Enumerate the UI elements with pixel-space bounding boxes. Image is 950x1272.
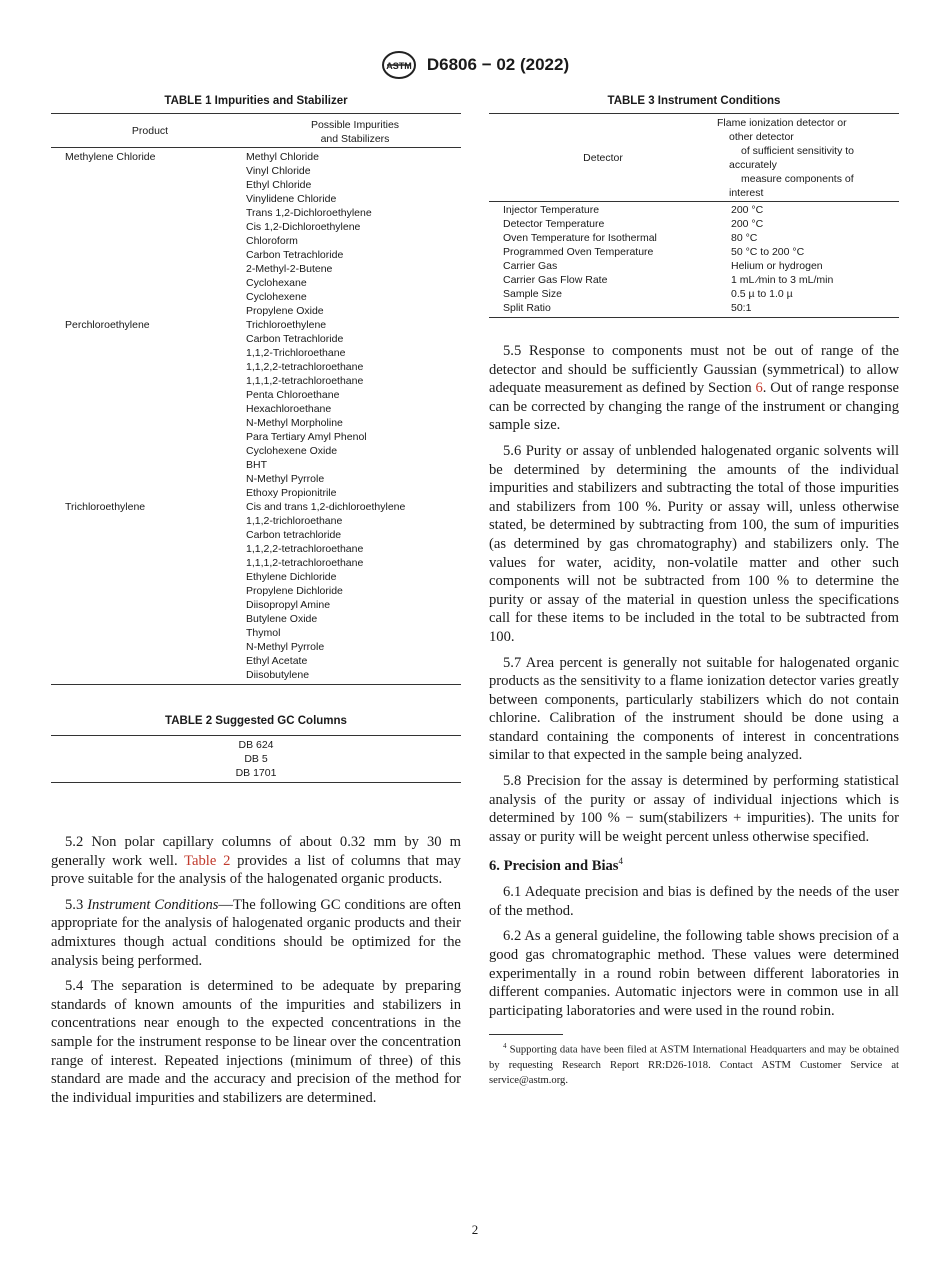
table1-impurity-item: Hexachloroethane	[246, 403, 332, 415]
section6-link[interactable]: 6	[755, 380, 763, 397]
table3-value-cell: 200 °C	[731, 218, 764, 230]
table3-detector-label: Detector	[583, 152, 623, 164]
table1-impurity-item: Propylene Dichloride	[246, 585, 343, 597]
table1-impurities-cell	[246, 500, 461, 682]
table1-impurity-item: Carbon tetrachloride	[246, 529, 342, 541]
table1-impurity-item: Cyclohexene	[246, 291, 307, 303]
table3-row	[489, 259, 899, 273]
paragraph-5-4: 5.4 The separation is determined to be adequate by preparing standards of known amounts of the impurities and stabilizers in concentrations near enough to the expected concentrations in the sample for the instrument response to be linear over the concentration range of interest. Repeated injections (minimum of three) of this standard are made and the accuracy and precision of the method for the individual impurities and stabilizers are determined.	[51, 978, 461, 1106]
table1-col-impurities-line2: and Stabilizers	[320, 132, 390, 145]
table1-impurity-item: Methyl Chloride	[246, 151, 319, 163]
footnote-divider	[489, 1034, 563, 1035]
table3-row	[489, 245, 899, 259]
footnote-ref: 4	[618, 856, 623, 867]
table3	[489, 113, 899, 318]
table1-impurity-item: Cis and trans 1,2-dichloroethylene	[246, 501, 406, 513]
table1-impurity-item: N-Methyl Morpholine	[246, 417, 343, 429]
table1-impurity-item: Ethylene Dichloride	[246, 571, 337, 583]
table1-impurity-item: 2-Methyl-2-Butene	[246, 263, 333, 275]
table1-impurity-item: 1,1,2,2-tetrachloroethane	[246, 361, 364, 373]
table1-product-cell: Perchloroethylene	[65, 319, 150, 331]
table1-impurity-item: Vinyl Chloride	[246, 165, 311, 177]
table3-param-cell: Split Ratio	[503, 302, 551, 314]
table3-value-cell: 1 mL ⁄min to 3 mL/min	[731, 274, 834, 286]
table1-impurity-item: Cyclohexene Oxide	[246, 445, 338, 457]
table1-col-impurities	[249, 116, 461, 146]
table3-param-cell: Oven Temperature for Isothermal	[503, 232, 657, 244]
table2-caption: TABLE 2 Suggested GC Columns	[165, 715, 347, 727]
table3-body	[489, 202, 899, 317]
table1-impurity-item: Trans 1,2-Dichloroethylene	[246, 207, 372, 219]
table1-impurity-item: BHT	[246, 459, 267, 471]
table3-value-cell: Helium or hydrogen	[731, 260, 823, 272]
text-span: . Out of range response can be corrected by changing the range of the instrument or changing sample size.	[489, 380, 899, 434]
table1-impurity-item: Carbon Tetrachloride	[246, 249, 344, 261]
footnote-marker: 4	[503, 1042, 507, 1051]
paragraph-5-6: 5.6 Purity or assay of unblended halogenated organic solvents will be determined by determining the amounts of the individual impurities and stabilizers and subtracting the total of those impurities and stabilizers from 100 %. Purity or assay will, unless otherwise stated, be determined by subtracting from 100, the sum of impurities (as determined by gas chromatography) and stabilizers only. The values for water, acidity, non-volatile matter and other such components will not be subtracted from 100 % to determine the purity or assay of the material in question unless the specifications call for these items to be included in the total to be subtracted from 100.	[489, 442, 899, 645]
table1-impurity-item: Ethoxy Propionitrile	[246, 487, 337, 499]
table1-impurities-cell	[246, 150, 461, 318]
table1-impurity-item: Carbon Tetrachloride	[246, 333, 344, 345]
table1-impurity-item: Vinylidene Chloride	[246, 193, 337, 205]
table1-impurity-item: 1,1,2,2-tetrachloroethane	[246, 543, 364, 555]
section6-heading	[489, 856, 899, 875]
table3-value-cell: 200 °C	[731, 204, 764, 216]
table1-body	[51, 148, 461, 684]
section6-title: 6. Precision and Bias	[489, 858, 619, 875]
detector-line: of sufficient sensitivity to	[741, 145, 855, 157]
detector-line: measure components of	[741, 173, 854, 185]
page-header	[0, 50, 950, 80]
text-span: —The following GC conditions are often appropriate for the analysis of halogenated organic products and their admixtures though actual conditions should be optimized for the analysis being performed.	[51, 896, 462, 969]
table1-impurity-item: Ethyl Acetate	[246, 655, 308, 667]
table1-group	[51, 318, 461, 500]
table1-impurity-item: Chloroform	[246, 235, 298, 247]
table1-impurity-item: Cyclohexane	[246, 277, 307, 289]
paragraph-5-3	[51, 896, 461, 970]
table2-link[interactable]: Table 2	[184, 852, 231, 869]
page-number: 2	[471, 1222, 479, 1237]
table1-impurity-item: Ethyl Chloride	[246, 179, 312, 191]
table3-row	[489, 231, 899, 245]
table1-group	[51, 150, 461, 318]
table1-impurity-item: 1,1,2-trichloroethane	[246, 515, 343, 527]
table1-group	[51, 500, 461, 682]
table2-row: DB 5	[244, 753, 268, 765]
table1-product-cell: Methylene Chloride	[65, 151, 156, 163]
table3-row	[489, 287, 899, 301]
text-span-italic: Instrument Conditions	[87, 896, 219, 913]
table3-detector-value	[717, 116, 899, 200]
document-designation: D6806 − 02 (2022)	[426, 55, 570, 74]
table2-row: DB 1701	[235, 767, 277, 779]
text-span: 5.3	[65, 896, 88, 913]
paragraph-6-1: 6.1 Adequate precision and bias is defined by the needs of the user of the method.	[489, 884, 899, 919]
text-span: provides a list of columns that may prove suitable for the analysis of the halogenated organic products.	[51, 852, 461, 888]
table1-impurity-item: 1,1,1,2-tetrachloroethane	[246, 375, 364, 387]
table1-col-impurities-line1: Possible Impurities	[310, 118, 400, 131]
footnote-4	[489, 1039, 899, 1088]
right-column-text	[489, 342, 899, 1088]
table1-caption: TABLE 1 Impurities and Stabilizer	[164, 95, 348, 107]
detector-line: other detector	[729, 131, 794, 143]
detector-line: accurately	[729, 159, 777, 171]
table3-param-cell: Carrier Gas	[503, 260, 558, 272]
table1-col-product: Product	[131, 124, 169, 137]
astm-logo-icon	[381, 50, 417, 80]
footnote-text: Supporting data have been filed at ASTM International Headquarters and may be obtained by requesting Research Report RR:D26-1018. Contact ASTM Customer Service at service@astm.org.	[489, 1044, 899, 1086]
detector-line: interest	[729, 187, 764, 199]
detector-line: Flame ionization detector or	[717, 117, 847, 129]
table1-impurity-item: Cis 1,2-Dichloroethylene	[246, 221, 361, 233]
left-column-text	[51, 833, 461, 1114]
paragraph-5-5	[489, 342, 899, 435]
table1-impurity-item: Thymol	[246, 627, 281, 639]
text-span: 5.2 Non polar capillary columns of about 0.32 mm by 30 m generally work well.	[51, 834, 461, 869]
table3-value-cell: 50:1	[731, 302, 752, 314]
table1-impurity-item: Butylene Oxide	[246, 613, 318, 625]
paragraph-6-2: 6.2 As a general guideline, the following table shows precision of a good gas chromatographic method. These values were determined experimentally in a round robin between different laboratories in different companies. Automatic injectors were in common use in all participating laboratories and were used in the round robin.	[489, 928, 899, 1019]
table1-product-cell: Trichloroethylene	[65, 501, 146, 513]
table3-row	[489, 217, 899, 231]
table3-row	[489, 273, 899, 287]
table3-detector-row	[489, 114, 899, 202]
paragraph-5-2	[51, 833, 461, 889]
svg-text:ASTM: ASTM	[386, 61, 412, 71]
text-span: 5.5 Response to components must not be out of range of the detector and should be sufficiently Gaussian (symmetrical) to allow adequate measurement as defined by Section	[489, 343, 899, 397]
table1-header	[51, 114, 461, 148]
table3-value-cell: 80 °C	[731, 232, 758, 244]
table1	[51, 113, 461, 685]
table1-impurities-cell	[246, 318, 461, 500]
table3-param-cell: Carrier Gas Flow Rate	[503, 274, 608, 286]
table1-impurity-item: Propylene Oxide	[246, 305, 324, 317]
table3-value-cell: 50 °C to 200 °C	[731, 246, 805, 258]
paragraph-5-7: 5.7 Area percent is generally not suitable for halogenated organic products as the sensitivity to a flame ionization detector varies greatly between components, particularly stabilizers which do not contain chlorine. Calibration of the instrument should be done using a standard containing the components of interest in concentrations similar to that expected in the sample being analyzed.	[489, 654, 899, 764]
table2	[51, 735, 461, 783]
table3-value-cell: 0.5 µ to 1.0 µ	[731, 288, 793, 300]
table3-caption: TABLE 3 Instrument Conditions	[607, 95, 781, 107]
table3-param-cell: Sample Size	[503, 288, 562, 300]
table3-param-cell: Programmed Oven Temperature	[503, 246, 654, 258]
table1-impurity-item: 1,1,1,2-tetrachloroethane	[246, 557, 364, 569]
table3-param-cell: Detector Temperature	[503, 218, 605, 230]
table3-row	[489, 203, 899, 217]
table1-impurity-item: Penta Chloroethane	[246, 389, 340, 401]
table1-impurity-item: Para Tertiary Amyl Phenol	[246, 431, 367, 443]
table1-impurity-item: Diisobutylene	[246, 669, 310, 681]
table1-impurity-item: N-Methyl Pyrrole	[246, 473, 325, 485]
table1-impurity-item: Trichloroethylene	[246, 319, 327, 331]
table1-impurity-item: N-Methyl Pyrrole	[246, 641, 325, 653]
paragraph-5-8: 5.8 Precision for the assay is determined by performing statistical analysis of the purity or assay of individual injections which is determined by 100 % − sum(stabilizers + impurities). The units for assay or purity will be weight percent unless otherwise specified.	[489, 773, 899, 845]
table3-row	[489, 301, 899, 315]
table1-impurity-item: Diisopropyl Amine	[246, 599, 331, 611]
table3-param-cell: Injector Temperature	[503, 204, 600, 216]
table1-impurity-item: 1,1,2-Trichloroethane	[246, 347, 346, 359]
table2-row: DB 624	[238, 739, 274, 751]
